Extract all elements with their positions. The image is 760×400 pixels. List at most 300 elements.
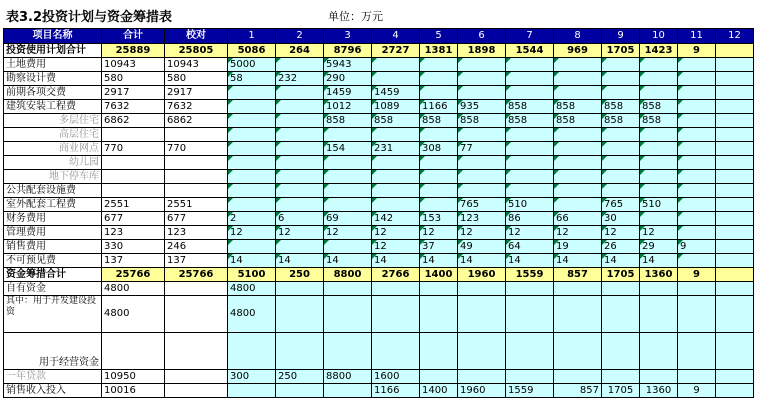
table-cell: 264 [276, 44, 324, 58]
table-cell [716, 226, 754, 240]
table-cell [276, 86, 324, 100]
table-cell [554, 156, 602, 170]
table-cell: 858 [602, 100, 640, 114]
header-cell: 12 [716, 29, 754, 44]
table-cell [716, 333, 754, 370]
table-cell: 5943 [324, 58, 372, 72]
table-cell [324, 184, 372, 198]
table-cell [554, 128, 602, 142]
table-cell [678, 156, 716, 170]
table-cell: 14 [602, 254, 640, 268]
table-cell: 231 [372, 142, 420, 156]
table-cell [640, 156, 678, 170]
table-cell [458, 370, 506, 384]
table-cell: 30 [602, 212, 640, 226]
table-cell [716, 142, 754, 156]
table-cell [554, 333, 602, 370]
row-label: 勘察设计费 [4, 72, 102, 86]
table-cell [165, 333, 228, 370]
table-cell: 1360 [640, 268, 678, 282]
table-cell [716, 170, 754, 184]
table-cell: 9 [678, 384, 716, 398]
table-cell [420, 156, 458, 170]
table-cell [640, 128, 678, 142]
table-cell [640, 282, 678, 296]
table-cell [458, 333, 506, 370]
table-cell [716, 384, 754, 398]
table-cell: 770 [165, 142, 228, 156]
table-cell [602, 296, 640, 333]
table-cell [458, 128, 506, 142]
row-label: 多层住宅 [4, 114, 102, 128]
table-cell [324, 170, 372, 184]
table-cell: 64 [506, 240, 554, 254]
table-cell: 858 [640, 114, 678, 128]
table-cell [716, 128, 754, 142]
table-cell [678, 184, 716, 198]
table-cell: 142 [372, 212, 420, 226]
table-cell [372, 58, 420, 72]
table-cell: 12 [372, 240, 420, 254]
table-row [4, 254, 754, 268]
table-cell: 153 [420, 212, 458, 226]
row-label: 高层住宅 [4, 128, 102, 142]
table-cell: 290 [324, 72, 372, 86]
row-label: 投资使用计划合计 [4, 44, 102, 58]
table-title: 表3.2投资计划与资金筹措表 [6, 10, 173, 25]
table-cell [420, 333, 458, 370]
table-cell [228, 142, 276, 156]
table-cell [458, 170, 506, 184]
table-cell: 14 [640, 254, 678, 268]
table-cell [372, 128, 420, 142]
table-cell: 5100 [228, 268, 276, 282]
table-cell [228, 240, 276, 254]
table-cell: 8800 [324, 370, 372, 384]
table-row [4, 72, 754, 86]
table-cell [372, 184, 420, 198]
header-row [4, 29, 754, 44]
table-cell: 250 [276, 370, 324, 384]
table-row [4, 212, 754, 226]
table-cell [228, 156, 276, 170]
table-cell [102, 128, 165, 142]
unit-label: 单位：万元 [328, 10, 383, 23]
table-row [4, 58, 754, 72]
table-cell: 10016 [102, 384, 165, 398]
table-cell: 77 [458, 142, 506, 156]
table-cell [602, 156, 640, 170]
table-cell: 1423 [640, 44, 678, 58]
header-cell: 2 [276, 29, 324, 44]
table-cell [602, 170, 640, 184]
table-cell: 510 [640, 198, 678, 212]
table-cell [602, 184, 640, 198]
table-cell [228, 100, 276, 114]
table-cell: 1012 [324, 100, 372, 114]
table-cell [716, 100, 754, 114]
table-cell [165, 282, 228, 296]
table-cell [602, 86, 640, 100]
table-cell: 4800 [102, 296, 165, 333]
table-cell: 123 [458, 212, 506, 226]
table-cell: 2727 [372, 44, 420, 58]
table-cell: 4800 [102, 282, 165, 296]
table-cell [324, 296, 372, 333]
table-cell: 858 [458, 114, 506, 128]
header-cell: 项目名称 [4, 29, 102, 44]
table-cell: 10950 [102, 370, 165, 384]
table-cell: 765 [602, 198, 640, 212]
table-cell [228, 86, 276, 100]
table-cell [554, 184, 602, 198]
table-cell: 2551 [102, 198, 165, 212]
table-cell: 4800 [228, 296, 276, 333]
table-cell [324, 156, 372, 170]
table-cell [554, 370, 602, 384]
table-cell [678, 370, 716, 384]
table-cell [678, 114, 716, 128]
table-cell: 12 [324, 226, 372, 240]
table-cell [276, 384, 324, 398]
header-cell: 11 [678, 29, 716, 44]
table-cell [276, 128, 324, 142]
table-cell [506, 333, 554, 370]
table-cell [554, 296, 602, 333]
table-cell: 6862 [165, 114, 228, 128]
table-cell: 7632 [165, 100, 228, 114]
table-cell [165, 156, 228, 170]
table-cell [420, 296, 458, 333]
table-cell [678, 170, 716, 184]
table-cell [678, 198, 716, 212]
row-label: 室外配套工程费 [4, 198, 102, 212]
table-cell [276, 333, 324, 370]
table-cell [716, 296, 754, 333]
table-cell [554, 142, 602, 156]
row-label: 其中：用于开发建设投资 [4, 296, 102, 333]
table-cell: 677 [165, 212, 228, 226]
table-cell: 1559 [506, 268, 554, 282]
table-cell [506, 72, 554, 86]
table-cell [372, 170, 420, 184]
table-row [4, 44, 754, 58]
table-cell [640, 212, 678, 226]
table-cell: 14 [228, 254, 276, 268]
table-cell [554, 282, 602, 296]
table-cell: 2551 [165, 198, 228, 212]
table-cell [228, 333, 276, 370]
table-cell: 1166 [420, 100, 458, 114]
table-cell [228, 384, 276, 398]
table-cell [420, 370, 458, 384]
table-cell: 858 [640, 100, 678, 114]
header-cell: 合计 [102, 29, 165, 44]
table-cell [640, 170, 678, 184]
table-cell: 58 [228, 72, 276, 86]
table-cell [602, 58, 640, 72]
table-row [4, 128, 754, 142]
table-cell [678, 254, 716, 268]
table-cell [678, 282, 716, 296]
header-cell: 9 [602, 29, 640, 44]
header-cell: 10 [640, 29, 678, 44]
table-cell [602, 333, 640, 370]
table-cell [420, 282, 458, 296]
table-cell [640, 184, 678, 198]
header-cell: 8 [554, 29, 602, 44]
table-cell [420, 86, 458, 100]
table-cell: 14 [276, 254, 324, 268]
table-cell [678, 212, 716, 226]
table-cell [324, 240, 372, 254]
table-row [4, 370, 754, 384]
table-cell [324, 198, 372, 212]
table-cell [372, 333, 420, 370]
table-cell: 858 [506, 114, 554, 128]
table-cell [716, 254, 754, 268]
table-cell [506, 370, 554, 384]
table-cell [716, 72, 754, 86]
table-cell [506, 58, 554, 72]
table-cell: 86 [506, 212, 554, 226]
table-cell [102, 170, 165, 184]
table-cell [554, 86, 602, 100]
table-cell [678, 333, 716, 370]
header-cell: 1 [228, 29, 276, 44]
table-cell: 66 [554, 212, 602, 226]
table-cell: 6862 [102, 114, 165, 128]
table-cell [165, 296, 228, 333]
table-cell [458, 72, 506, 86]
table-cell [678, 100, 716, 114]
table-cell [506, 86, 554, 100]
table-cell [716, 198, 754, 212]
table-row [4, 114, 754, 128]
table-cell [678, 128, 716, 142]
table-cell [276, 184, 324, 198]
table-cell [324, 282, 372, 296]
table-row [4, 184, 754, 198]
table-cell: 7632 [102, 100, 165, 114]
table-cell: 857 [554, 268, 602, 282]
table-cell: 300 [228, 370, 276, 384]
table-cell: 858 [506, 100, 554, 114]
table-cell [276, 142, 324, 156]
table-cell [678, 142, 716, 156]
table-cell [716, 282, 754, 296]
table-cell: 1544 [506, 44, 554, 58]
table-cell [554, 170, 602, 184]
table-cell: 154 [324, 142, 372, 156]
table-cell: 25766 [102, 268, 165, 282]
row-label: 资金筹措合计 [4, 268, 102, 282]
table-cell [506, 282, 554, 296]
table-cell [716, 86, 754, 100]
table-cell: 580 [165, 72, 228, 86]
table-cell [372, 282, 420, 296]
header-cell: 3 [324, 29, 372, 44]
investment-financing-table [3, 28, 754, 398]
table-row [4, 142, 754, 156]
table-cell [102, 333, 165, 370]
table-cell: 510 [506, 198, 554, 212]
table-cell [678, 296, 716, 333]
table-cell: 1705 [602, 384, 640, 398]
table-cell [554, 58, 602, 72]
table-row [4, 156, 754, 170]
table-cell [506, 296, 554, 333]
table-cell: 5086 [228, 44, 276, 58]
table-row [4, 268, 754, 282]
table-cell [102, 156, 165, 170]
table-cell [602, 72, 640, 86]
table-cell [372, 72, 420, 86]
row-label: 建筑安装工程费 [4, 100, 102, 114]
table-cell [678, 72, 716, 86]
row-label: 地下停车库 [4, 170, 102, 184]
table-cell [458, 184, 506, 198]
table-cell [640, 333, 678, 370]
row-label: 销售费用 [4, 240, 102, 254]
table-cell: 246 [165, 240, 228, 254]
table-cell: 1705 [602, 44, 640, 58]
table-cell [276, 100, 324, 114]
table-cell: 12 [458, 226, 506, 240]
table-cell [458, 296, 506, 333]
table-cell [276, 170, 324, 184]
table-cell [420, 128, 458, 142]
table-cell [640, 58, 678, 72]
table-cell: 935 [458, 100, 506, 114]
table-cell [420, 58, 458, 72]
table-cell: 14 [506, 254, 554, 268]
row-label: 幼儿园 [4, 156, 102, 170]
table-cell: 10943 [165, 58, 228, 72]
table-cell [372, 156, 420, 170]
table-cell [276, 198, 324, 212]
table-cell [420, 198, 458, 212]
row-label: 不可预见费 [4, 254, 102, 268]
table-cell [372, 296, 420, 333]
table-cell [506, 142, 554, 156]
table-cell: 6 [276, 212, 324, 226]
table-cell: 308 [420, 142, 458, 156]
table-cell [458, 156, 506, 170]
table-cell [324, 333, 372, 370]
table-cell: 580 [102, 72, 165, 86]
table-cell [228, 170, 276, 184]
table-cell [716, 184, 754, 198]
table-cell: 123 [165, 226, 228, 240]
table-cell: 858 [554, 114, 602, 128]
table-cell [276, 282, 324, 296]
table-cell: 1089 [372, 100, 420, 114]
table-cell [506, 156, 554, 170]
table-cell: 770 [102, 142, 165, 156]
table-cell: 12 [276, 226, 324, 240]
table-cell: 49 [458, 240, 506, 254]
table-cell: 137 [165, 254, 228, 268]
table-cell: 858 [602, 114, 640, 128]
table-cell [716, 44, 754, 58]
table-cell: 12 [602, 226, 640, 240]
header-cell: 4 [372, 29, 420, 44]
table-cell: 677 [102, 212, 165, 226]
row-label: 商业网点 [4, 142, 102, 156]
table-row [4, 100, 754, 114]
table-cell: 857 [554, 384, 602, 398]
row-label: 土地费用 [4, 58, 102, 72]
table-cell [640, 142, 678, 156]
table-cell: 232 [276, 72, 324, 86]
row-label: 自有资金 [4, 282, 102, 296]
table-cell: 14 [554, 254, 602, 268]
table-cell: 12 [640, 226, 678, 240]
row-label: 财务费用 [4, 212, 102, 226]
table-cell: 1705 [602, 268, 640, 282]
table-cell [640, 296, 678, 333]
table-cell [506, 184, 554, 198]
table-cell: 9 [678, 240, 716, 254]
table-cell [324, 128, 372, 142]
table-cell: 25889 [102, 44, 165, 58]
table-cell: 1559 [506, 384, 554, 398]
table-cell: 19 [554, 240, 602, 254]
table-cell: 137 [102, 254, 165, 268]
table-cell [458, 58, 506, 72]
table-cell [102, 184, 165, 198]
table-cell: 14 [324, 254, 372, 268]
table-cell: 1898 [458, 44, 506, 58]
table-cell: 12 [420, 226, 458, 240]
table-cell [420, 184, 458, 198]
table-cell: 1960 [458, 268, 506, 282]
table-cell [716, 212, 754, 226]
table-cell [276, 240, 324, 254]
header-cell: 校对 [165, 29, 228, 44]
table-cell: 2917 [165, 86, 228, 100]
header-cell: 7 [506, 29, 554, 44]
table-cell: 1459 [324, 86, 372, 100]
table-cell [678, 86, 716, 100]
table-cell [678, 58, 716, 72]
table-cell: 25805 [165, 44, 228, 58]
table-cell [165, 184, 228, 198]
table-row [4, 226, 754, 240]
table-cell: 858 [420, 114, 458, 128]
table-cell [228, 114, 276, 128]
table-cell [165, 170, 228, 184]
row-label: 前期各项交费 [4, 86, 102, 100]
header-cell: 5 [420, 29, 458, 44]
table-cell [276, 296, 324, 333]
table-cell: 1459 [372, 86, 420, 100]
table-row [4, 198, 754, 212]
table-cell [678, 226, 716, 240]
table-row [4, 296, 754, 333]
table-cell [640, 370, 678, 384]
table-cell: 12 [506, 226, 554, 240]
table-cell [640, 72, 678, 86]
table-cell [276, 58, 324, 72]
table-cell [716, 268, 754, 282]
table-cell [420, 170, 458, 184]
table-cell [458, 86, 506, 100]
table-cell: 37 [420, 240, 458, 254]
table-cell: 14 [372, 254, 420, 268]
table-cell [506, 128, 554, 142]
